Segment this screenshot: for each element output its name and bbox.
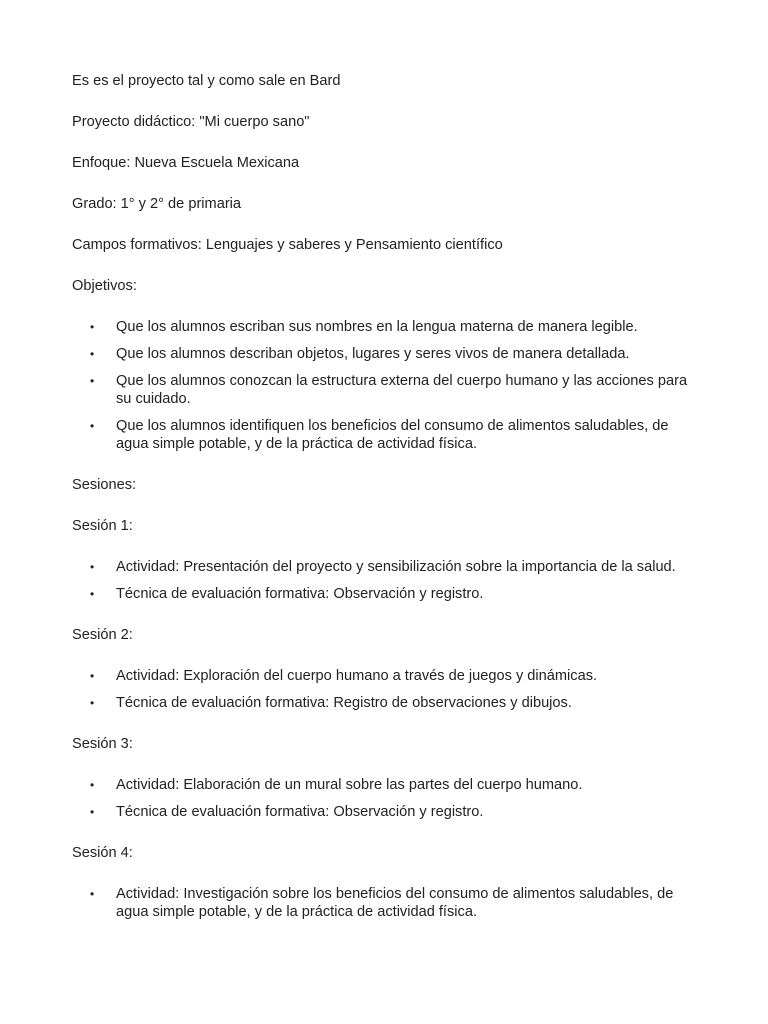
list-item [72,694,702,712]
bullet-icon: • [90,347,95,361]
objective-text: Que los alumnos escriban sus nombres en la lengua materna de manera legible. [116,319,638,335]
bullet-icon: • [90,696,95,710]
session-1-list [72,558,702,603]
list-item [72,776,702,794]
list-item [72,585,702,603]
session-evaluation: Técnica de evaluación formativa: Observación y registro. [116,586,484,602]
bullet-icon: • [90,805,95,819]
list-item [72,803,702,821]
objective-text: Que los alumnos identifiquen los beneficios del consumo de alimentos saludables, de agua simple potable, y de la práctica de actividad física. [116,418,669,452]
list-item [72,885,702,921]
objectives-list [72,318,702,453]
session-3-title: Sesión 3: [72,736,133,752]
intro-text: Es es el proyecto tal y como sale en Bard [72,73,341,89]
list-item [72,318,702,336]
session-activity: Actividad: Investigación sobre los beneficios del consumo de alimentos saludables, de agua simple potable, y de la práctica de actividad física. [116,886,674,920]
session-evaluation: Técnica de evaluación formativa: Observación y registro. [116,804,484,820]
approach-text: Enfoque: Nueva Escuela Mexicana [72,155,300,171]
session-evaluation: Técnica de evaluación formativa: Registro de observaciones y dibujos. [116,695,572,711]
objective-text: Que los alumnos conozcan la estructura externa del cuerpo humano y las acciones para su cuidado. [116,373,688,407]
bullet-icon: • [90,374,95,388]
objective-text: Que los alumnos describan objetos, lugares y seres vivos de manera detallada. [116,346,630,362]
bullet-icon: • [90,560,95,574]
bullet-icon: • [90,320,95,334]
list-item [72,667,702,685]
grade-text: Grado: 1° y 2° de primaria [72,196,242,212]
session-2-title: Sesión 2: [72,627,133,643]
objectives-heading: Objetivos: [72,278,137,294]
session-1-title: Sesión 1: [72,518,133,534]
bullet-icon: • [90,669,95,683]
bullet-icon: • [90,419,95,433]
bullet-icon: • [90,587,95,601]
session-4-list [72,885,702,921]
project-title: Proyecto didáctico: "Mi cuerpo sano" [72,114,310,130]
bullet-icon: • [90,778,95,792]
sessions-heading: Sesiones: [72,477,137,493]
session-activity: Actividad: Presentación del proyecto y sensibilización sobre la importancia de la salud. [116,559,676,575]
list-item [72,558,702,576]
session-2-list [72,667,702,712]
fields-text: Campos formativos: Lenguajes y saberes y Pensamiento científico [72,237,503,253]
document-page [72,72,702,921]
session-activity: Actividad: Elaboración de un mural sobre las partes del cuerpo humano. [116,777,583,793]
list-item [72,417,702,453]
bullet-icon: • [90,887,95,901]
session-4-title: Sesión 4: [72,845,133,861]
session-activity: Actividad: Exploración del cuerpo humano a través de juegos y dinámicas. [116,668,598,684]
list-item [72,372,702,408]
session-3-list [72,776,702,821]
list-item [72,345,702,363]
